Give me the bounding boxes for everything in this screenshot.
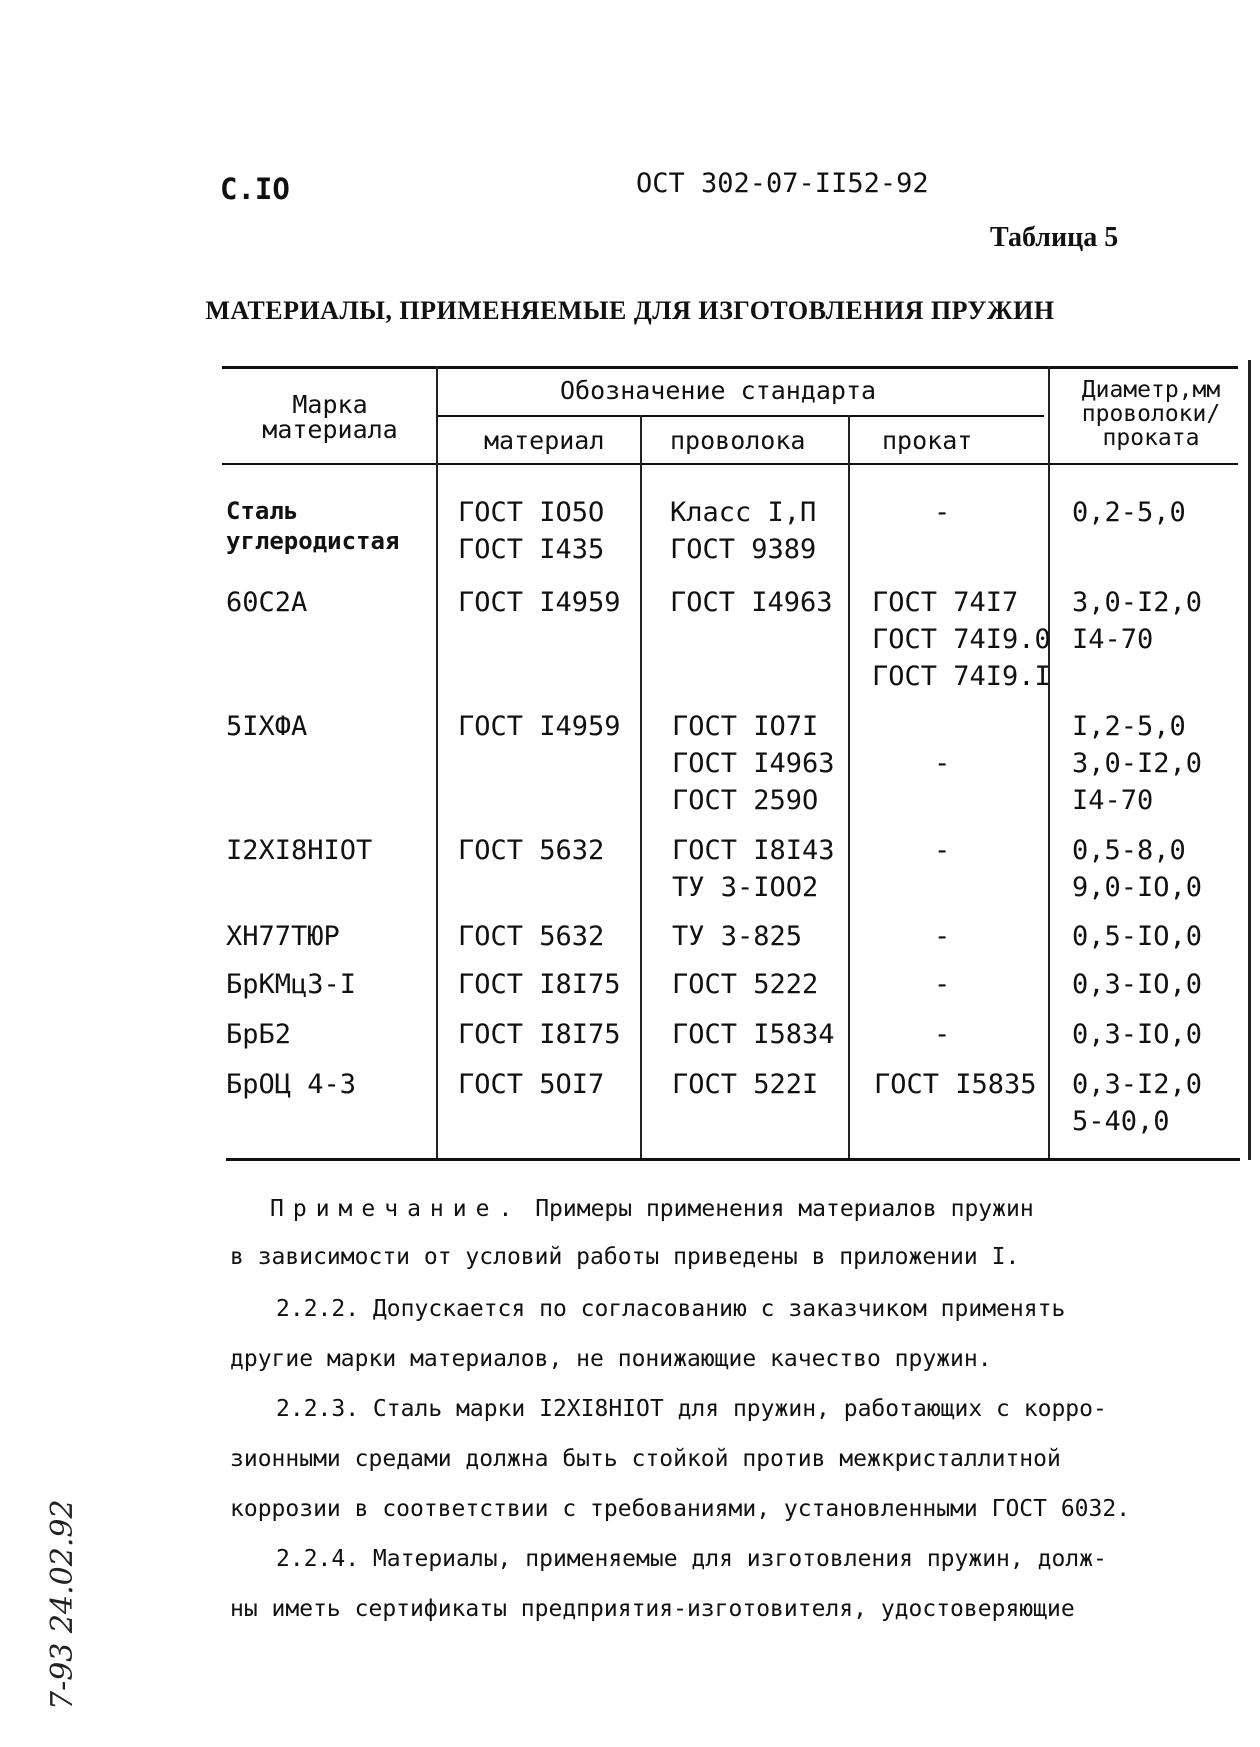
cell-rolled: - <box>934 497 951 528</box>
page-number: С.IO <box>220 172 290 206</box>
cell-material: ГОСТ I4959 <box>458 711 621 742</box>
paragraph-2-2-4-line-1: 2.2.4. Материалы, применяемые для изготовления пружин, долж- <box>276 1546 1107 1572</box>
cell-diameter: 0,3-I2,0 5-40,0 <box>1072 1069 1203 1137</box>
paragraph-2-2-3-line-2: зионными средами должна быть стойкой против межкристаллитной <box>230 1446 1061 1472</box>
col-divider-4 <box>1048 366 1050 1158</box>
cell-wire: ТУ 3-825 <box>672 921 803 952</box>
header-wire: проволока <box>670 426 806 455</box>
header-standard-group: Обозначение стандарта <box>560 376 877 405</box>
cell-material: ГОСТ I8I75 <box>458 1019 621 1050</box>
cell-rolled: - <box>934 835 951 866</box>
cell-rolled: - <box>934 748 951 779</box>
cell-material: ГОСТ 5632 <box>458 921 605 952</box>
cell-grade: БрБ2 <box>226 1019 292 1050</box>
cell-material: ГОСТ I4959 <box>458 587 621 618</box>
cell-grade: БрКМц3-I <box>226 969 357 1000</box>
cell-wire: ГОСТ IO7I ГОСТ I4963 ГОСТ 259O <box>672 711 835 816</box>
subheader-divider <box>438 415 1044 417</box>
paragraph-2-2-4-line-2: ны иметь сертификаты предприятия-изготовителя, удостоверяющие <box>230 1596 1075 1622</box>
table-right-border <box>1248 360 1251 1160</box>
header-material: материал <box>484 426 605 455</box>
header-bottom-border <box>222 463 1238 465</box>
header-rolled: прокат <box>882 426 973 455</box>
note-line-1 <box>270 1196 1034 1222</box>
cell-wire: Класс I,П ГОСТ 9389 <box>670 497 817 565</box>
cell-material: ГОСТ 5OI7 <box>458 1069 605 1100</box>
cell-rolled: ГОСТ 74I7 ГОСТ 74I9.0 ГОСТ 74I9.I <box>872 587 1051 692</box>
paragraph-2-2-2-line-1: 2.2.2. Допускается по согласованию с заказчиком применять <box>276 1296 1066 1322</box>
col-divider-3 <box>848 415 850 1158</box>
header-diameter: Диаметр,мм проволоки/ проката <box>1081 377 1221 451</box>
cell-wire: ГОСТ 522I <box>672 1069 819 1100</box>
table-label: Таблица 5 <box>990 222 1119 253</box>
note-label: Примечание. <box>270 1196 522 1222</box>
document-code: ОСТ 302-07-II52-92 <box>636 168 929 199</box>
handwritten-stamp <box>30 1460 90 1720</box>
cell-rolled: - <box>934 921 951 952</box>
cell-grade: 5IХФА <box>226 711 308 742</box>
cell-diameter: 3,0-I2,0 I4-70 <box>1072 587 1203 655</box>
cell-diameter: 0,3-IO,0 <box>1072 1019 1203 1050</box>
cell-rolled: - <box>934 969 951 1000</box>
cell-wire: ГОСТ I4963 <box>670 587 833 618</box>
note-line-2: в зависимости от условий работы приведены в приложении I. <box>230 1244 1020 1270</box>
table-row <box>0 0 33 74</box>
cell-grade: ХН77ТЮР <box>226 921 340 952</box>
cell-grade: I2XI8HIOT <box>226 835 373 866</box>
cell-material: ГОСТ 5632 <box>458 835 605 866</box>
col-divider-1 <box>436 366 438 1158</box>
cell-diameter: 0,5-IO,0 <box>1072 921 1203 952</box>
paragraph-2-2-2-line-2: другие марки материалов, не понижающие качество пружин. <box>230 1346 992 1372</box>
table-bottom-border <box>226 1158 1240 1161</box>
cell-diameter: 0,5-8,0 9,0-IO,0 <box>1072 835 1203 903</box>
cell-diameter: I,2-5,0 3,0-I2,0 I4-70 <box>1072 711 1203 816</box>
paragraph-2-2-3-line-1: 2.2.3. Сталь марки I2XI8HIOT для пружин, работающих с корро- <box>276 1396 1107 1422</box>
table-top-border <box>222 366 1238 369</box>
cell-material: ГОСТ I8I75 <box>458 969 621 1000</box>
cell-material: ГОСТ IO5O ГОСТ I435 <box>458 497 605 565</box>
table-title: МАТЕРИАЛЫ, ПРИМЕНЯЕМЫЕ ДЛЯ ИЗГОТОВЛЕНИЯ ПРУЖИН <box>205 296 1055 325</box>
handwritten-stamp-text: 7-93 24.02.92 <box>45 1499 80 1710</box>
header-material-grade: Марка материала <box>262 390 398 444</box>
cell-grade: БрОЦ 4-3 <box>226 1069 357 1100</box>
cell-grade: Сталь углеродистая <box>226 497 400 555</box>
col-divider-2 <box>640 415 642 1158</box>
note-text-1: Примеры применения материалов пружин <box>535 1196 1034 1222</box>
cell-wire: ГОСТ I5834 <box>672 1019 835 1050</box>
cell-wire: ГОСТ I8I43 ТУ 3-IOO2 <box>672 835 835 903</box>
cell-rolled: - <box>934 1019 951 1050</box>
cell-diameter: 0,2-5,0 <box>1072 497 1186 528</box>
cell-rolled: ГОСТ I5835 <box>874 1069 1037 1100</box>
cell-wire: ГОСТ 5222 <box>672 969 819 1000</box>
cell-grade: 60С2А <box>226 587 308 618</box>
paragraph-2-2-3-line-3: коррозии в соответствии с требованиями, установленными ГОСТ 6032. <box>230 1496 1131 1522</box>
cell-diameter: 0,3-IO,0 <box>1072 969 1203 1000</box>
